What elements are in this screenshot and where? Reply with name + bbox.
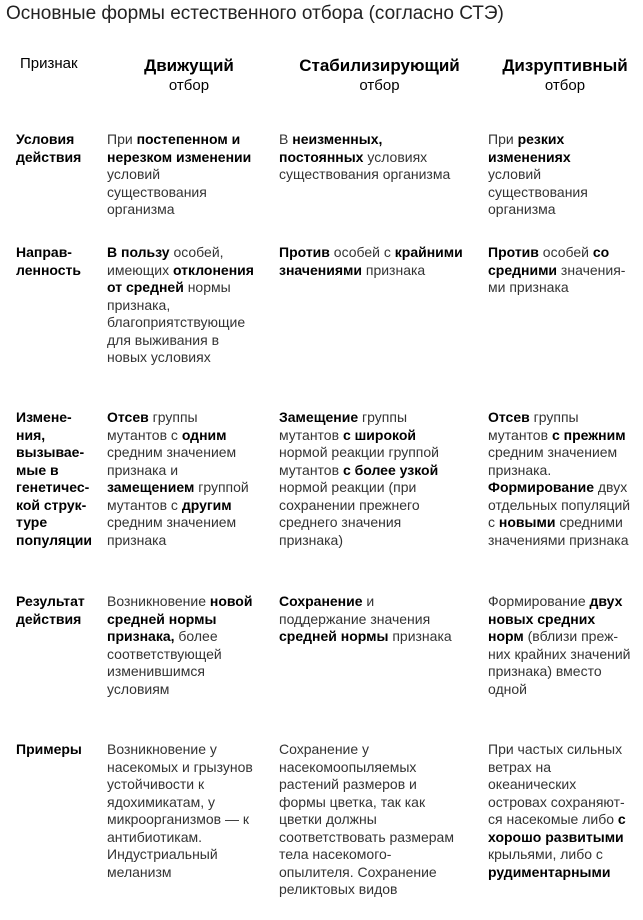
cell-text: цветки должны — [279, 811, 377, 827]
emphasis-text: Замещение — [279, 409, 359, 425]
cell-text: крыльями, либо с — [488, 846, 603, 862]
emphasis-text: постепенном и — [136, 131, 241, 147]
cell-text: признака) вместо — [488, 663, 602, 679]
emphasis-text: постоянных — [279, 148, 364, 165]
cell-text: существования организма — [279, 166, 451, 182]
row-label-line: действия — [16, 610, 82, 627]
cell-text: группы — [148, 409, 198, 425]
cell-text: тела насекомого- — [279, 846, 392, 862]
emphasis-text: средними — [488, 261, 558, 278]
row-label-conditions — [16, 131, 108, 166]
row-label-examples — [16, 741, 108, 759]
row-label-line: ленность — [16, 261, 82, 278]
cell-text: насекомых и грызунов — [107, 758, 253, 775]
cell-result-disruptive — [488, 593, 643, 698]
emphasis-text: двух — [589, 593, 623, 609]
cell-conditions-moving — [107, 131, 275, 219]
emphasis-text: одним — [181, 426, 227, 443]
emphasis-text: нерезком изменении — [107, 148, 252, 165]
cell-text: поддержание значения — [279, 610, 431, 627]
cell-text: значения- — [557, 261, 626, 278]
emphasis-text: с — [617, 811, 626, 827]
cell-text: островах сохраняют- — [488, 793, 625, 810]
emphasis-text: Отсев — [107, 409, 149, 425]
cell-text: существования — [488, 183, 588, 200]
row-label-line: Примеры — [16, 741, 82, 757]
emphasis-text: хорошо развитыми — [488, 828, 624, 845]
emphasis-text: В пользу — [107, 244, 170, 260]
emphasis-text: Против — [279, 244, 330, 260]
cell-text: одной — [488, 680, 527, 697]
cell-text: изменившимся — [107, 663, 205, 679]
cell-text: условиям — [107, 680, 170, 697]
row-label-direction — [16, 244, 108, 279]
cell-text: особей — [538, 244, 593, 260]
cell-text: благоприятствующие — [107, 314, 246, 330]
cell-text: опылителя. Сохранение — [279, 863, 437, 880]
emphasis-text: Против — [488, 244, 539, 260]
cell-text: значениями признака — [488, 531, 629, 548]
cell-text: и — [362, 593, 375, 609]
cell-text: средним значением — [488, 444, 618, 460]
cell-text: мутантов — [279, 426, 343, 443]
cell-text: группы — [529, 409, 579, 425]
emphasis-text: неизменных, — [292, 131, 383, 147]
cell-text: признака и — [107, 461, 179, 478]
cell-text: с — [488, 514, 499, 530]
cell-text: отдельных популяций — [488, 496, 631, 513]
cell-text: признака) — [279, 531, 344, 548]
row-label-line: ния, — [16, 426, 46, 443]
cell-text: них крайних значений — [488, 645, 631, 662]
cell-text: океанических — [488, 776, 577, 792]
row-label-line: Результат — [16, 593, 85, 609]
cell-text: признака. — [488, 461, 552, 478]
header-stabilizing-title: Стабилизирующий — [299, 56, 460, 75]
cell-text: нормой реакции группой — [279, 444, 439, 460]
emphasis-text: норм — [488, 628, 524, 644]
cell-result-moving — [107, 593, 275, 698]
cell-conditions-stabilizing — [279, 131, 484, 184]
cell-examples-stabilizing — [279, 741, 484, 899]
header-stabilizing-subtitle: отбор — [359, 77, 400, 94]
row-label-line: генетичес- — [16, 479, 90, 495]
cell-text: новых условиях — [107, 349, 211, 365]
cell-text: ся насекомые либо — [488, 811, 618, 827]
cell-text: двух — [594, 479, 628, 495]
row-label-line: действия — [16, 148, 82, 165]
emphasis-text: средней нормы — [107, 610, 217, 627]
cell-text: растений размеров и — [279, 776, 417, 792]
cell-text: признака — [361, 261, 426, 278]
cell-text: антибиотикам. — [107, 828, 203, 845]
cell-result-stabilizing — [279, 593, 484, 646]
cell-direction-stabilizing — [279, 244, 484, 279]
header-moving-title: Движущий — [144, 56, 234, 75]
cell-text: условий — [107, 166, 161, 182]
cell-text: меланизм — [107, 863, 172, 880]
cell-text: В — [279, 131, 293, 147]
page-title: Основные формы естественного отбора (согласно СТЭ) — [6, 3, 504, 24]
cell-text: мутантов — [488, 426, 552, 443]
emphasis-text: новой — [209, 593, 253, 609]
emphasis-text: новыми — [498, 514, 556, 530]
emphasis-text: значениями — [279, 261, 362, 278]
cell-text: (вблизи преж- — [523, 628, 619, 644]
cell-text: условий — [488, 166, 542, 182]
row-label-line: туре — [16, 514, 48, 530]
row-label-genetic-changes — [16, 409, 108, 549]
cell-text: организма — [488, 201, 556, 217]
cell-genetic-changes-disruptive — [488, 409, 643, 549]
row-label-line: кой струк- — [16, 496, 87, 513]
header-stabilizing-selection — [282, 56, 477, 96]
cell-text: Сохранение у — [279, 741, 370, 757]
emphasis-text: Формирование — [488, 479, 594, 495]
cell-text: При — [107, 131, 137, 147]
cell-direction-disruptive — [488, 244, 643, 297]
cell-text: организма — [107, 201, 175, 217]
emphasis-text: рудиментарными — [488, 863, 611, 880]
cell-text: среднего значения — [279, 514, 402, 530]
row-label-line: Условия — [16, 131, 75, 147]
cell-text: устойчивости к — [107, 776, 205, 792]
emphasis-text: крайними — [394, 244, 463, 260]
cell-text: реликтовых видов — [279, 881, 398, 897]
row-label-result — [16, 593, 108, 628]
cell-examples-disruptive — [488, 741, 643, 881]
emphasis-text: Отсев — [488, 409, 530, 425]
emphasis-text: изменениях — [488, 148, 571, 165]
cell-text: мутантов с — [107, 496, 182, 513]
cell-genetic-changes-stabilizing — [279, 409, 484, 549]
emphasis-text: от средней — [107, 279, 184, 295]
emphasis-text: с широкой — [342, 426, 416, 443]
cell-text: ми признака — [488, 279, 569, 295]
cell-text: насекомоопыляемых — [279, 758, 417, 775]
cell-direction-moving — [107, 244, 275, 367]
cell-text: нормой реакции (при — [279, 479, 417, 495]
emphasis-text: отклонения — [172, 261, 254, 278]
emphasis-text: резких — [517, 131, 565, 147]
header-feature: Признак — [20, 55, 78, 72]
cell-text: сохранении прежнего — [279, 496, 420, 513]
cell-text: существования — [107, 183, 207, 200]
cell-text: ветрах на — [488, 758, 551, 775]
cell-text: Формирование — [488, 593, 590, 609]
row-label-line: мые в — [16, 461, 59, 478]
cell-text: При частых сильных — [488, 741, 623, 757]
row-label-line: Направ- — [16, 244, 72, 260]
cell-text: более — [174, 628, 218, 644]
cell-text: признака — [107, 531, 167, 548]
header-disruptive-title: Дизруптивный — [502, 56, 628, 75]
cell-text: формы цветка, так как — [279, 793, 426, 810]
cell-text: признака, — [107, 296, 171, 313]
cell-examples-moving — [107, 741, 275, 881]
emphasis-text: другим — [181, 496, 232, 513]
emphasis-text: средней нормы — [279, 628, 389, 644]
header-moving-subtitle: отбор — [168, 77, 210, 94]
cell-text: Возникновение у — [107, 741, 217, 757]
cell-text: имеющих — [107, 261, 173, 278]
cell-genetic-changes-moving — [107, 409, 275, 549]
row-label-line: вызывае- — [16, 444, 85, 460]
cell-conditions-disruptive — [488, 131, 643, 219]
emphasis-text: новых средних — [488, 610, 596, 627]
cell-text: группы — [358, 409, 408, 425]
cell-text: соответствующей — [107, 645, 222, 662]
cell-text: соответствовать размерам — [279, 828, 454, 845]
cell-text: для выживания в — [107, 331, 220, 348]
cell-text: особей, — [169, 244, 224, 260]
cell-text: условиях — [363, 148, 428, 165]
cell-text: особей с — [329, 244, 395, 260]
cell-text: средним значением — [107, 514, 237, 530]
cell-text: Индустриальный — [107, 846, 218, 862]
cell-text: При — [488, 131, 518, 147]
header-disruptive-subtitle: отбор — [544, 77, 586, 94]
cell-text: средним значением — [107, 444, 237, 460]
emphasis-text: с прежним — [551, 426, 626, 443]
header-moving-selection — [110, 56, 268, 96]
emphasis-text: замещением — [107, 479, 195, 495]
emphasis-text: со — [592, 244, 610, 260]
cell-text: ядохимикатам, у — [107, 793, 216, 810]
cell-text: микроорганизмов — к — [107, 811, 250, 827]
emphasis-text: с более узкой — [342, 461, 439, 478]
cell-text: нормы — [183, 279, 231, 295]
row-label-line: популяции — [16, 531, 92, 548]
cell-text: средними — [555, 514, 623, 530]
cell-text: группой — [194, 479, 249, 495]
cell-text: Возникновение — [107, 593, 210, 609]
emphasis-text: признака, — [107, 628, 175, 644]
header-disruptive-selection — [490, 56, 640, 96]
cell-text: мутантов с — [107, 426, 182, 443]
emphasis-text: Сохранение — [279, 593, 363, 609]
cell-text: признака — [388, 628, 452, 644]
row-label-line: Измене- — [16, 409, 72, 425]
cell-text: мутантов — [279, 461, 343, 478]
